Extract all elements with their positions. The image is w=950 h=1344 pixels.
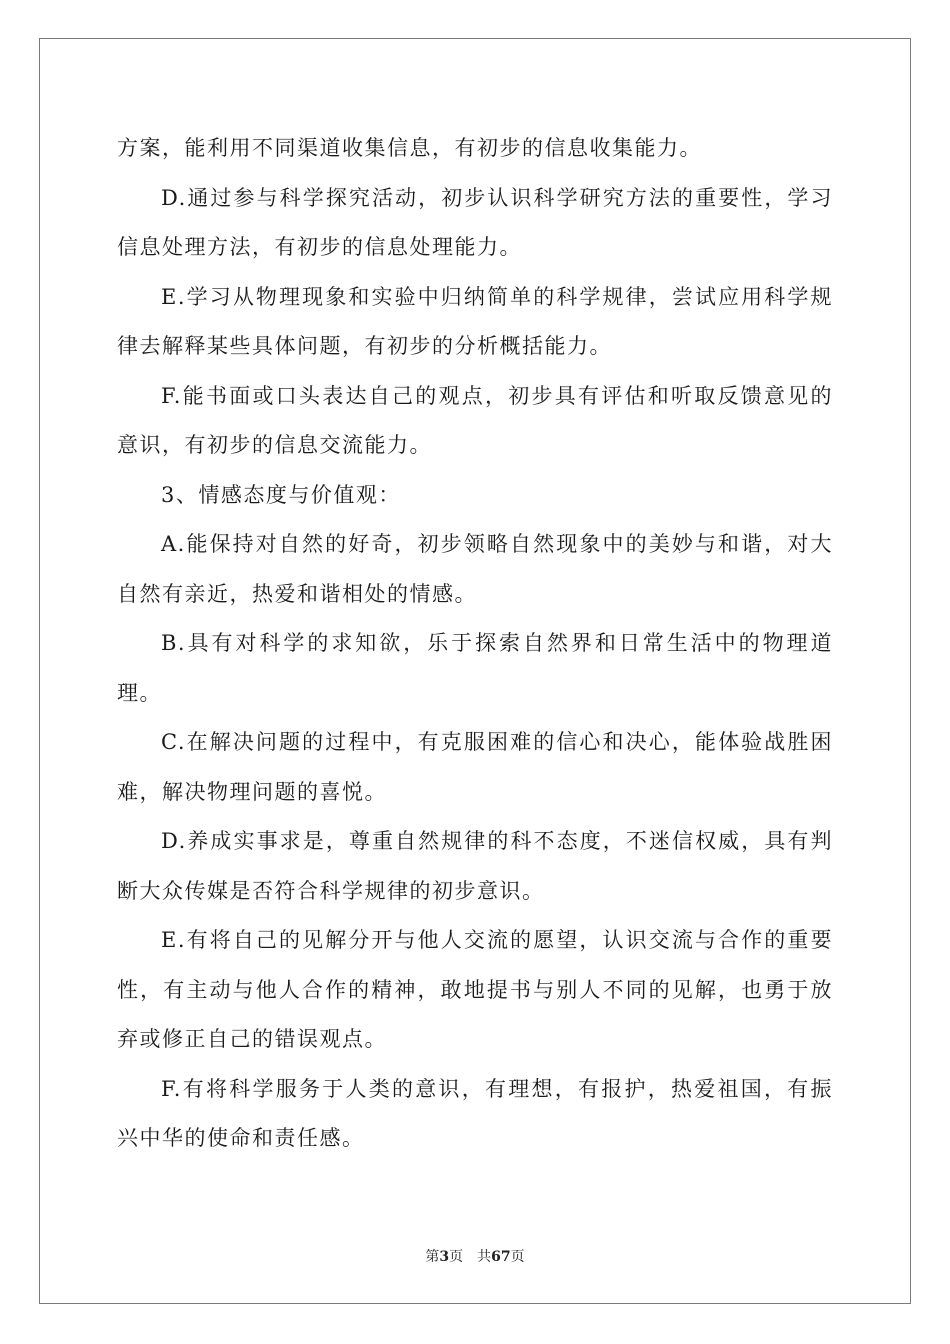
total-suffix: 页 (510, 1249, 525, 1265)
paragraph-item-d: D.通过参与科学探究活动，初步认识科学研究方法的重要性，学习信息处理方法，有初步的信息处理能力。 (117, 185, 833, 259)
paragraph-item-e: E.学习从物理现象和实验中归纳简单的科学规律，尝试应用科学规律去解释某些具体问题，有初步的分析概括能力。 (117, 284, 833, 358)
page-number: 3 (439, 1249, 450, 1265)
paragraph-item-d2: D.养成实事求是，尊重自然规律的科不态度，不迷信权威，具有判断大众传媒是否符合科学规律的初步意识。 (117, 829, 833, 903)
page-prefix: 第 (425, 1249, 440, 1265)
paragraph-item-a: A.能保持对自然的好奇，初步领略自然现象中的美妙与和谐，对大自然有亲近，热爱和谐相处的情感。 (117, 532, 833, 606)
total-prefix: 共 (477, 1249, 492, 1265)
section-heading-attitude-values: 3、情感态度与价值观： (161, 482, 401, 507)
paragraph-item-b: B.具有对科学的求知欲，乐于探索自然界和日常生活中的物理道理。 (117, 631, 833, 705)
paragraph-item-c: C.在解决问题的过程中，有克服困难的信心和决心，能体验战胜困难，解决物理问题的喜悦。 (117, 730, 833, 804)
paragraph-item-f2: F.有将科学服务于人类的意识，有理想，有报护，热爱祖国，有振兴中华的使命和责任感。 (117, 1076, 833, 1150)
paragraph-continuation: 方案，能利用不同渠道收集信息，有初步的信息收集能力。 (117, 136, 702, 160)
paragraph-item-f: F.能书面或口头表达自己的观点，初步具有评估和听取反馈意见的意识，有初步的信息交流能力。 (117, 383, 833, 457)
document-body (117, 124, 833, 1164)
page-suffix: 页 (449, 1249, 464, 1265)
paragraph-item-e2: E.有将自己的见解分开与他人交流的愿望，认识交流与合作的重要性，有主动与他人合作的精神，敢地提书与别人不同的见解，也勇于放弃或修正自己的错误观点。 (117, 928, 833, 1051)
total-pages: 67 (491, 1249, 511, 1265)
page-footer (0, 1246, 950, 1266)
